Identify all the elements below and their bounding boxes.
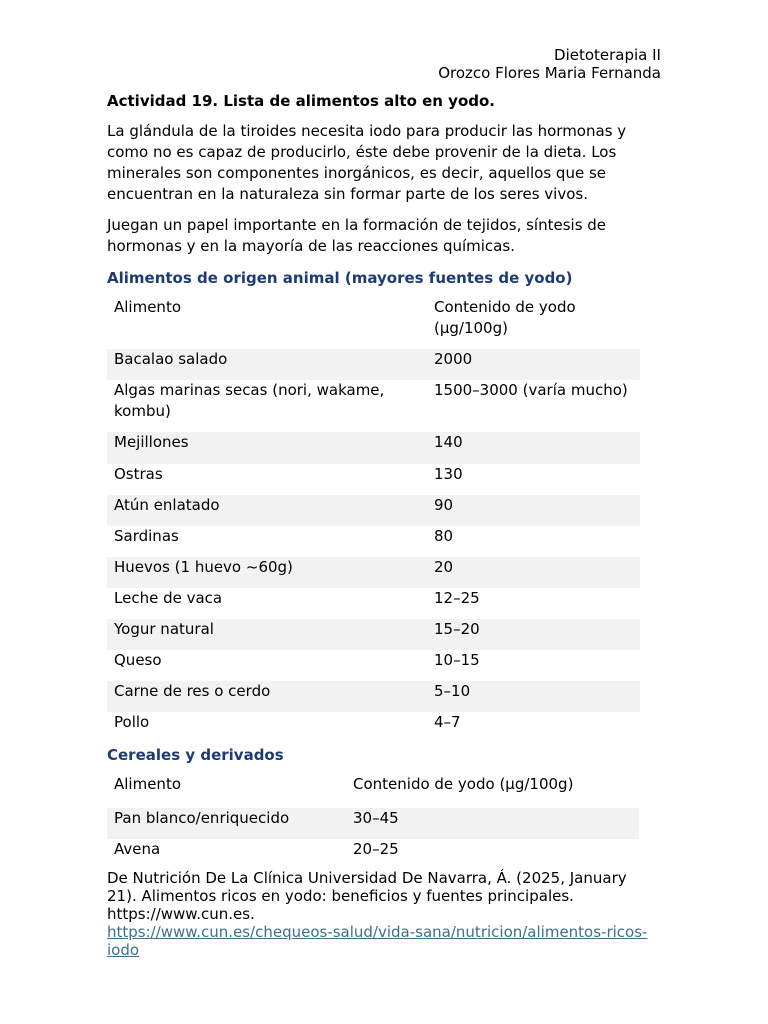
cereal-foods-table [107,774,639,870]
iodine-cell: 20–25 [353,840,399,858]
food-cell: Sardinas [114,527,179,545]
table-row [107,432,640,464]
table-row [107,808,639,839]
table-row [107,557,640,588]
column-header-food: Alimento [114,298,182,316]
reference-link[interactable]: https://www.cun.es/chequeos-salud/vida-sana/nutricion/alimentos-ricos-iodo [107,923,648,959]
table-row [107,464,640,495]
food-cell: Queso [114,651,162,669]
second-paragraph: Juegan un papel importante en la formación de tejidos, síntesis de hormonas y en la mayoría de las reacciones químicas. [107,216,607,255]
activity-title: Actividad 19. Lista de alimentos alto en yodo. [107,92,495,110]
iodine-cell: 5–10 [427,681,640,712]
table-row [107,650,640,681]
column-header-food: Alimento [114,775,182,793]
course-name: Dietoterapia II [554,46,661,64]
food-cell: Leche de vaca [114,589,223,607]
table-row [107,526,640,557]
iodine-cell: 1500–3000 (varía mucho) [434,381,628,399]
reference-citation [107,869,652,959]
table-row [107,349,640,380]
column-header-iodine: Contenido de yodo (µg/100g) [353,775,574,793]
author-name: Orozco Flores Maria Fernanda [438,64,661,82]
iodine-cell: 80 [434,527,454,545]
food-cell: Pan blanco/enriquecido [107,808,346,839]
food-cell: Bacalao salado [107,349,427,380]
table-header-row [107,297,640,349]
column-header-iodine: Contenido de yodo (µg/100g) [434,298,576,337]
food-cell: Ostras [114,465,163,483]
table-header-row [107,774,639,808]
document-header [438,46,661,82]
iodine-cell: 140 [427,432,640,464]
iodine-cell: 12–25 [434,589,480,607]
food-cell: Yogur natural [107,619,427,650]
table-row [107,619,640,650]
table-row [107,380,640,432]
iodine-cell: 20 [427,557,640,588]
iodine-cell: 2000 [427,349,640,380]
intro-paragraph: La glándula de la tiroides necesita iodo para producir las hormonas y como no es capaz de producirlo, éste debe provenir de la dieta. Los minerales son componentes inorgánicos, es decir, aquellos que se encuentran en la naturaleza sin formar parte de los seres vivos. [107,122,627,203]
table-row [107,495,640,526]
table-row [107,712,640,743]
table-row [107,839,639,870]
iodine-cell: 30–45 [346,808,639,839]
iodine-cell: 10–15 [434,651,480,669]
food-cell: Avena [114,840,161,858]
food-cell: Huevos (1 huevo ~60g) [107,557,427,588]
food-cell: Algas marinas secas (nori, wakame, kombu) [114,381,385,420]
food-cell: Carne de res o cerdo [107,681,427,712]
food-cell: Mejillones [107,432,427,464]
iodine-cell: 15–20 [427,619,640,650]
food-cell: Atún enlatado [107,495,427,526]
reference-text: De Nutrición De La Clínica Universidad De Navarra, Á. (2025, January 21). Alimentos ricos en yodo: beneficios y fuentes principales. https://www.cun.es. [107,869,627,923]
iodine-cell: 90 [427,495,640,526]
iodine-cell: 130 [434,465,463,483]
table-row [107,681,640,712]
animal-foods-table [107,297,640,743]
animal-section-heading: Alimentos de origen animal (mayores fuentes de yodo) [107,269,573,287]
iodine-cell: 4–7 [434,713,461,731]
table-row [107,588,640,619]
food-cell: Pollo [114,713,150,731]
cereal-section-heading: Cereales y derivados [107,746,284,764]
